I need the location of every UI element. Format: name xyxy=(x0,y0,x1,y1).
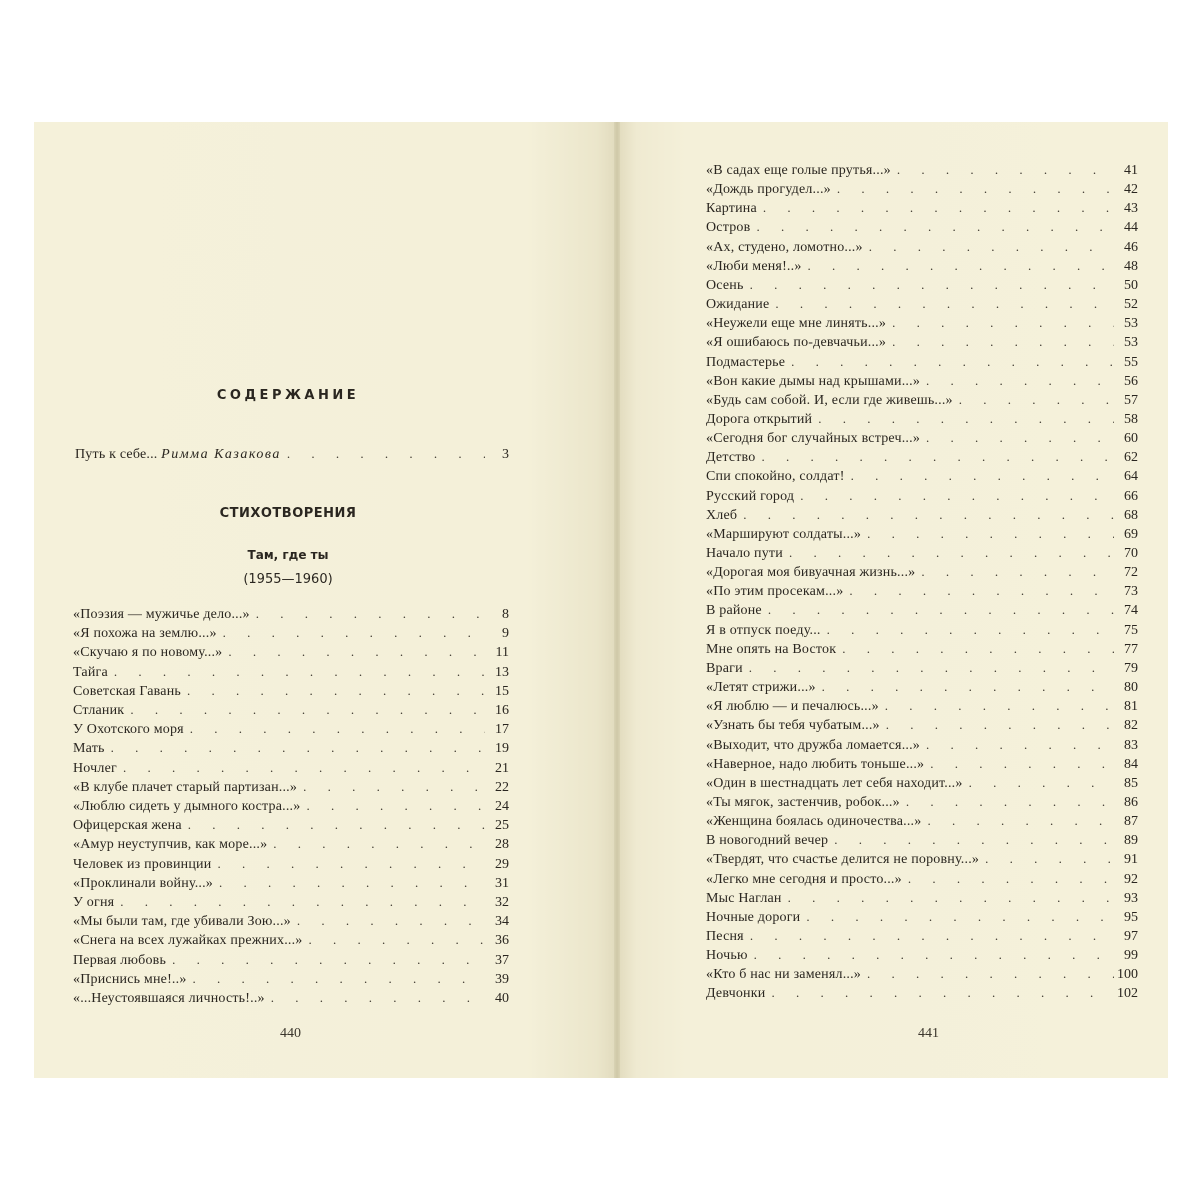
toc-entry-title: В новогодний вечер xyxy=(706,833,829,849)
toc-entry[interactable] xyxy=(73,623,509,642)
toc-entry-title: «Легко мне сегодня и просто...» xyxy=(706,871,902,887)
page-number-right: 441 xyxy=(918,1026,939,1041)
contents-heading: СОДЕРЖАНИЕ xyxy=(216,388,360,403)
toc-entry[interactable] xyxy=(706,332,1138,351)
toc-entry-title: Человек из провинции xyxy=(73,856,212,872)
toc-entry[interactable] xyxy=(706,830,1138,849)
toc-entry-title: Путь к себе... Римма Казакова xyxy=(75,447,281,462)
toc-entry-page: 41 xyxy=(1124,163,1138,178)
toc-leader-dots xyxy=(837,179,1114,198)
toc-entry-title: Стланик xyxy=(73,703,125,718)
toc-entry[interactable] xyxy=(73,604,509,623)
toc-entry-page: 102 xyxy=(1117,986,1138,1002)
toc-entry[interactable] xyxy=(73,719,509,738)
toc-entry-title: «Будь сам собой. И, если где живешь...» xyxy=(706,392,953,408)
toc-entry[interactable] xyxy=(73,642,509,661)
toc-entry-page: 36 xyxy=(495,933,509,949)
toc-entry[interactable] xyxy=(73,738,509,757)
toc-entry-title: «Проклинали войну...» xyxy=(73,875,213,891)
toc-leader-dots xyxy=(834,830,1114,849)
toc-entry-title: Враги xyxy=(706,660,743,676)
toc-entry-title: «В клубе плачет старый партизан...» xyxy=(73,779,298,795)
toc-leader-dots xyxy=(789,543,1114,562)
toc-entry-title: «Сегодня бог случайных встреч...» xyxy=(706,431,921,447)
toc-entry-page: 15 xyxy=(495,683,509,699)
toc-entry[interactable] xyxy=(706,658,1138,677)
toc-entry-page: 19 xyxy=(495,741,509,757)
toc-leader-dots xyxy=(775,294,1114,313)
toc-leader-dots xyxy=(114,662,485,681)
toc-entry-title: Начало пути xyxy=(706,546,783,561)
toc-leader-dots xyxy=(223,623,485,642)
toc-entry[interactable] xyxy=(706,390,1138,409)
toc-entry-title: Тайга xyxy=(73,664,108,680)
toc-entry-title: «В садах еще голые прутья...» xyxy=(706,163,891,178)
toc-leader-dots xyxy=(985,849,1114,868)
toc-entry[interactable] xyxy=(706,639,1138,658)
toc-entry-title: «Я ошибаюсь по-девчачьи...» xyxy=(706,335,887,351)
toc-entry-title: «Маршируют солдаты...» xyxy=(706,526,862,542)
toc-entry[interactable] xyxy=(706,217,1138,236)
toc-entry-page: 53 xyxy=(1124,316,1138,332)
toc-entry-page: 91 xyxy=(1124,852,1138,868)
toc-leader-dots xyxy=(187,681,485,700)
toc-entry-title: Советская Гавань xyxy=(73,683,182,699)
toc-entry[interactable] xyxy=(73,700,509,719)
toc-leader-dots xyxy=(926,371,1114,390)
toc-entry-title: «Скучаю я по новому...» xyxy=(73,645,223,661)
toc-leader-dots xyxy=(808,256,1114,275)
toc-entry-title: Ожидание xyxy=(706,297,770,313)
toc-entry-page: 29 xyxy=(495,856,509,872)
toc-entry-title: Остров xyxy=(706,220,751,236)
toc-entry-page: 86 xyxy=(1124,794,1138,810)
toc-entry-page: 92 xyxy=(1124,871,1138,887)
toc-entry-page: 80 xyxy=(1124,680,1138,696)
toc-entry-title: «Один в шестнадцать лет себя находит...» xyxy=(706,775,963,791)
toc-entry-page: 55 xyxy=(1124,354,1138,370)
toc-entry-page: 22 xyxy=(495,779,509,795)
toc-entry-title: «Я похожа на землю...» xyxy=(73,626,217,642)
toc-entry[interactable] xyxy=(706,983,1138,1002)
toc-entry-page: 39 xyxy=(495,971,509,987)
toc-entry[interactable] xyxy=(73,834,509,853)
toc-entry-title: «Амур неуступчив, как море...» xyxy=(73,837,268,853)
toc-entry[interactable] xyxy=(706,371,1138,390)
toc-leader-dots xyxy=(228,642,485,661)
toc-leader-dots xyxy=(309,930,486,949)
toc-entry[interactable] xyxy=(73,662,509,681)
toc-entry-intro[interactable] xyxy=(75,444,509,463)
toc-entry-title: Ночные дороги xyxy=(706,909,801,925)
toc-entry[interactable] xyxy=(706,447,1138,466)
toc-entry-page: 46 xyxy=(1124,239,1138,255)
toc-entry-page: 25 xyxy=(495,818,509,834)
toc-entry-page: 42 xyxy=(1124,182,1138,198)
toc-entry[interactable] xyxy=(706,600,1138,619)
toc-entry[interactable] xyxy=(706,409,1138,428)
toc-leader-dots xyxy=(761,447,1114,466)
toc-leader-dots xyxy=(926,735,1114,754)
toc-leader-dots xyxy=(921,562,1114,581)
toc-leader-dots xyxy=(897,160,1114,179)
toc-entry-page: 21 xyxy=(495,760,509,776)
toc-entry[interactable] xyxy=(706,773,1138,792)
toc-entry-title: Детство xyxy=(706,450,756,466)
toc-entry-title: «Наверное, надо любить тоньше...» xyxy=(706,756,925,772)
toc-leader-dots xyxy=(120,892,485,911)
toc-entry-page: 70 xyxy=(1124,546,1138,561)
toc-leader-dots xyxy=(959,390,1114,409)
toc-leader-dots xyxy=(750,926,1114,945)
toc-entry[interactable] xyxy=(706,524,1138,543)
toc-entry-title: У огня xyxy=(73,895,115,910)
toc-entry-page: 74 xyxy=(1124,603,1138,619)
toc-entry-title: Спи спокойно, солдат! xyxy=(706,469,845,485)
toc-entry-title: «Женщина боялась одиночества...» xyxy=(706,814,922,830)
toc-entry-page: 31 xyxy=(495,875,509,891)
toc-leader-dots xyxy=(749,658,1114,677)
toc-entry-page: 3 xyxy=(502,447,509,462)
toc-entry[interactable] xyxy=(706,313,1138,332)
toc-entry-page: 72 xyxy=(1124,565,1138,581)
toc-entry[interactable] xyxy=(706,735,1138,754)
page-number-left: 440 xyxy=(280,1026,301,1041)
toc-leader-dots xyxy=(303,777,485,796)
toc-leader-dots xyxy=(306,796,485,815)
toc-entry[interactable] xyxy=(706,715,1138,734)
toc-entry-page: 13 xyxy=(495,664,509,680)
toc-entry-title: «Дождь прогудел...» xyxy=(706,182,831,198)
toc-entry[interactable] xyxy=(73,873,509,892)
toc-entry[interactable] xyxy=(706,849,1138,868)
toc-entry[interactable] xyxy=(706,792,1138,811)
toc-entry[interactable] xyxy=(706,543,1138,562)
toc-entry-page: 82 xyxy=(1124,718,1138,734)
toc-entry[interactable] xyxy=(706,179,1138,198)
toc-entry-page: 79 xyxy=(1124,660,1138,676)
toc-leader-dots xyxy=(271,988,485,1007)
toc-leader-dots xyxy=(172,950,485,969)
toc-entry-title: Ночью xyxy=(706,948,748,964)
toc-entry-title: Хлеб xyxy=(706,507,738,523)
toc-leader-dots xyxy=(930,754,1114,773)
toc-entry[interactable] xyxy=(73,758,509,777)
toc-entry-page: 53 xyxy=(1124,335,1138,351)
toc-entry-title: Мне опять на Восток xyxy=(706,641,837,657)
toc-entry-title: В районе xyxy=(706,603,762,619)
toc-entry[interactable] xyxy=(73,911,509,930)
toc-leader-dots xyxy=(867,524,1114,543)
toc-entry[interactable] xyxy=(706,294,1138,313)
toc-leader-dots xyxy=(123,758,485,777)
toc-entry[interactable] xyxy=(706,945,1138,964)
toc-entry-title: Я в отпуск поеду... xyxy=(706,622,821,638)
toc-entry[interactable] xyxy=(73,777,509,796)
toc-entry-title: У Охотского моря xyxy=(73,722,184,738)
toc-leader-dots xyxy=(827,620,1114,639)
toc-entry-page: 44 xyxy=(1124,220,1138,236)
toc-entry-page: 95 xyxy=(1124,909,1138,925)
toc-entry[interactable] xyxy=(73,815,509,834)
toc-entry[interactable] xyxy=(706,428,1138,447)
toc-entry[interactable] xyxy=(706,964,1138,983)
toc-entry[interactable] xyxy=(73,969,509,988)
toc-entry[interactable] xyxy=(706,160,1138,179)
toc-entry[interactable] xyxy=(706,352,1138,371)
toc-entry-page: 99 xyxy=(1124,948,1138,964)
toc-entry[interactable] xyxy=(73,854,509,873)
toc-entry-page: 57 xyxy=(1124,392,1138,408)
toc-entry[interactable] xyxy=(706,505,1138,524)
toc-leader-dots xyxy=(130,700,485,719)
toc-entry[interactable] xyxy=(73,892,509,911)
toc-entry-title: «Летят стрижи...» xyxy=(706,680,816,696)
toc-leader-dots xyxy=(256,604,485,623)
toc-entry-title: Песня xyxy=(706,929,744,944)
toc-entry-title: «Ты мягок, застенчив, робок...» xyxy=(706,794,900,810)
toc-leader-dots xyxy=(771,983,1114,1002)
toc-entry-page: 52 xyxy=(1124,297,1138,313)
toc-entry-page: 62 xyxy=(1124,450,1138,466)
toc-entry-page: 16 xyxy=(495,703,509,718)
toc-entry-title: Офицерская жена xyxy=(73,818,182,834)
toc-entry[interactable] xyxy=(73,930,509,949)
toc-entry-title: «Люби меня!..» xyxy=(706,258,802,274)
toc-entry-page: 50 xyxy=(1124,277,1138,293)
toc-entry[interactable] xyxy=(706,198,1138,217)
toc-leader-dots xyxy=(788,888,1114,907)
toc-entry-page: 32 xyxy=(495,895,509,910)
toc-entry-title: Мать xyxy=(73,741,105,757)
toc-entry-page: 60 xyxy=(1124,431,1138,447)
toc-leader-dots xyxy=(818,409,1114,428)
toc-entry-author: Римма Казакова xyxy=(161,447,281,462)
toc-entry-title: «Неужели еще мне линять...» xyxy=(706,316,887,332)
toc-entry-title: «Я люблю — и печалюсь...» xyxy=(706,699,879,715)
toc-entry-title: «Кто б нас ни заменял...» xyxy=(706,967,862,983)
section-heading: Там, где ты xyxy=(247,548,329,562)
toc-entry-page: 75 xyxy=(1124,622,1138,638)
toc-leader-dots xyxy=(791,352,1114,371)
toc-entry[interactable] xyxy=(706,907,1138,926)
toc-leader-dots xyxy=(287,444,485,463)
toc-leader-dots xyxy=(763,198,1114,217)
toc-entry-title: Ночлег xyxy=(73,760,117,776)
toc-leader-dots xyxy=(849,581,1114,600)
toc-entry-page: 28 xyxy=(495,837,509,853)
toc-entry[interactable] xyxy=(706,581,1138,600)
toc-entry-title: «Ах, студено, ломотно...» xyxy=(706,239,863,255)
toc-entry[interactable] xyxy=(706,696,1138,715)
toc-entry-page: 68 xyxy=(1124,507,1138,523)
toc-leader-dots xyxy=(969,773,1114,792)
toc-leader-dots xyxy=(217,854,485,873)
toc-entry-title: «Поэзия — мужичье дело...» xyxy=(73,607,250,622)
toc-entry-page: 11 xyxy=(495,645,509,661)
toc-entry-title: Осень xyxy=(706,277,744,293)
toc-entry[interactable] xyxy=(706,486,1138,505)
toc-entry[interactable] xyxy=(706,562,1138,581)
toc-entry[interactable] xyxy=(706,888,1138,907)
toc-entry-page: 89 xyxy=(1124,833,1138,849)
toc-leader-dots xyxy=(111,738,485,757)
toc-entry-page: 87 xyxy=(1124,814,1138,830)
toc-entry-page: 100 xyxy=(1117,967,1138,983)
toc-leader-dots xyxy=(892,332,1114,351)
toc-entry-page: 8 xyxy=(502,607,509,622)
toc-leader-dots xyxy=(867,964,1114,983)
toc-leader-dots xyxy=(869,237,1114,256)
toc-leader-dots xyxy=(756,217,1114,236)
toc-entry-page: 77 xyxy=(1124,641,1138,657)
toc-entry-title: «Выходит, что дружба ломается...» xyxy=(706,737,920,753)
toc-entry-page: 24 xyxy=(495,799,509,814)
section-years: (1955—1960) xyxy=(243,572,333,587)
toc-leader-dots xyxy=(806,907,1114,926)
toc-entry-page: 40 xyxy=(495,991,509,1006)
toc-entry-title: Девчонки xyxy=(706,986,766,1002)
toc-entry-page: 81 xyxy=(1124,699,1138,715)
toc-entry-page: 58 xyxy=(1124,411,1138,427)
toc-leader-dots xyxy=(892,313,1114,332)
toc-leader-dots xyxy=(800,486,1114,505)
toc-entry-page: 56 xyxy=(1124,373,1138,389)
toc-entry-title: Первая любовь xyxy=(73,952,167,968)
toc-entry-title: «Дорогая моя бивуачная жизнь...» xyxy=(706,565,916,581)
toc-entry-title: «Мы были там, где убивали Зою...» xyxy=(73,914,291,930)
toc-entry-title: «Вон какие дымы над крышами...» xyxy=(706,373,921,389)
toc-entry-page: 85 xyxy=(1124,775,1138,791)
toc-entry-title: Подмастерье xyxy=(706,354,786,370)
toc-entry-page: 48 xyxy=(1124,258,1138,274)
toc-entry-page: 69 xyxy=(1124,526,1138,542)
toc-leader-dots xyxy=(842,639,1114,658)
toc-leader-dots xyxy=(743,505,1114,524)
toc-entry-page: 17 xyxy=(495,722,509,738)
toc-entry[interactable] xyxy=(706,754,1138,773)
toc-entry-page: 97 xyxy=(1124,929,1138,944)
toc-entry-title: «Твердят, что счастье делится не поровну...» xyxy=(706,852,980,868)
toc-leader-dots xyxy=(906,792,1114,811)
toc-entry[interactable] xyxy=(706,275,1138,294)
toc-leader-dots xyxy=(926,428,1114,447)
toc-entry[interactable] xyxy=(706,620,1138,639)
toc-leader-dots xyxy=(885,696,1114,715)
toc-leader-dots xyxy=(768,600,1114,619)
toc-entry-title: «Люблю сидеть у дымного костра...» xyxy=(73,799,301,814)
toc-entry[interactable] xyxy=(706,466,1138,485)
toc-entry-title: Русский город xyxy=(706,488,795,504)
toc-leader-dots xyxy=(273,834,485,853)
toc-entry[interactable] xyxy=(706,869,1138,888)
toc-entry[interactable] xyxy=(73,796,509,815)
toc-entry-page: 84 xyxy=(1124,756,1138,772)
toc-entry-title: Дорога открытий xyxy=(706,411,813,427)
toc-entry[interactable] xyxy=(706,926,1138,945)
toc-leader-dots xyxy=(908,869,1114,888)
toc-entry-title: Мыс Наглан xyxy=(706,890,782,906)
toc-entry[interactable] xyxy=(706,811,1138,830)
toc-entry-title: «...Неустоявшаяся личность!..» xyxy=(73,991,265,1006)
toc-leader-dots xyxy=(851,466,1114,485)
toc-entry-title: «Снега на всех лужайках прежних...» xyxy=(73,933,303,949)
toc-leader-dots xyxy=(750,275,1114,294)
toc-leader-dots xyxy=(190,719,485,738)
toc-leader-dots xyxy=(822,677,1114,696)
toc-entry-title: Картина xyxy=(706,201,757,217)
poems-heading: СТИХОТВОРЕНИЯ xyxy=(219,506,357,521)
toc-entry-title: «Узнать бы тебя чубатым...» xyxy=(706,718,880,734)
toc-entry-page: 73 xyxy=(1124,584,1138,600)
toc-leader-dots xyxy=(297,911,485,930)
toc-entry-page: 93 xyxy=(1124,890,1138,906)
toc-entry-page: 64 xyxy=(1124,469,1138,485)
toc-entry[interactable] xyxy=(73,988,509,1007)
toc-leader-dots xyxy=(193,969,485,988)
toc-entry-page: 34 xyxy=(495,914,509,930)
toc-leader-dots xyxy=(886,715,1114,734)
toc-entry[interactable] xyxy=(706,677,1138,696)
toc-leader-dots xyxy=(927,811,1114,830)
toc-entry[interactable] xyxy=(706,256,1138,275)
toc-leader-dots xyxy=(219,873,485,892)
toc-entry-page: 66 xyxy=(1124,488,1138,504)
toc-leader-dots xyxy=(188,815,485,834)
toc-entry-page: 9 xyxy=(502,626,509,642)
toc-entry-title: «По этим просекам...» xyxy=(706,584,844,600)
toc-entry-title: «Приснись мне!..» xyxy=(73,971,187,987)
toc-leader-dots xyxy=(754,945,1114,964)
toc-entry[interactable] xyxy=(73,950,509,969)
toc-entry-page: 37 xyxy=(495,952,509,968)
toc-entry-page: 83 xyxy=(1124,737,1138,753)
toc-entry-page: 43 xyxy=(1124,201,1138,217)
toc-entry[interactable] xyxy=(706,237,1138,256)
toc-entry[interactable] xyxy=(73,681,509,700)
